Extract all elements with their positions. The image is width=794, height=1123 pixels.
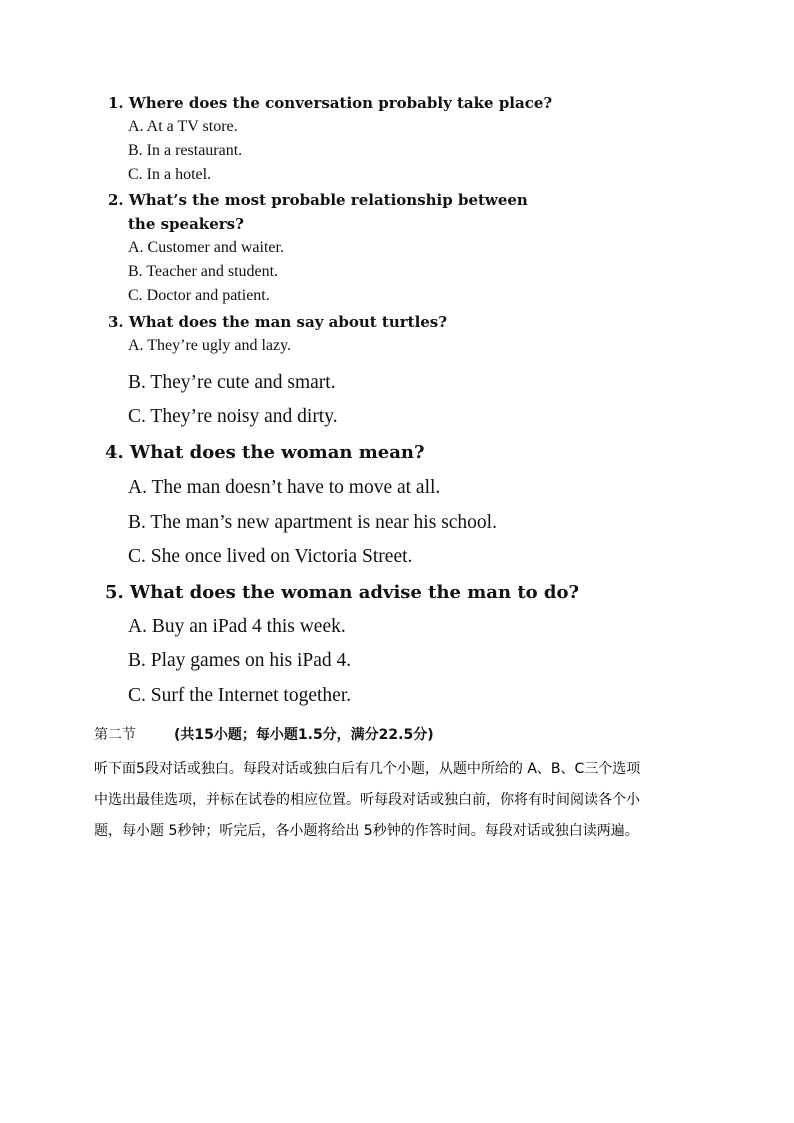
question-1-option-a: A. At a TV store. xyxy=(128,118,238,135)
question-3-stem: 3. What does the man say about turtles? xyxy=(108,313,448,331)
question-2-option-c: C. Doctor and patient. xyxy=(128,287,270,304)
question-1-stem: 1. Where does the conversation probably take place? xyxy=(108,94,553,112)
question-3-option-b: B. They’re cute and smart. xyxy=(128,372,336,393)
section-header xyxy=(94,724,434,744)
question-2-stem-line2: the speakers? xyxy=(128,215,244,233)
question-3-option-c: C. They’re noisy and dirty. xyxy=(128,406,338,427)
question-2-option-a: A. Customer and waiter. xyxy=(128,239,284,256)
question-4-option-a: A. The man doesn’t have to move at all. xyxy=(128,477,441,498)
question-4-option-c: C. She once lived on Victoria Street. xyxy=(128,546,413,567)
section-instructions-line3: 题，每小题 5秒钟；听完后，各小题将给出 5秒钟的作答时间。每段对话或独白读两遍。 xyxy=(94,823,639,839)
section-subtitle: (共15小题；每小题1.5分，满分22.5分) xyxy=(174,727,434,743)
section-instructions-line2: 中选出最佳选项，并标在试卷的相应位置。听每段对话或独白前，你将有时间阅读各个小 xyxy=(94,792,640,808)
question-3-option-a: A. They’re ugly and lazy. xyxy=(128,337,292,354)
question-4-option-b: B. The man’s new apartment is near his school. xyxy=(128,512,497,533)
question-1-option-c: C. In a hotel. xyxy=(128,166,212,183)
section-title: 第二节 xyxy=(94,727,136,743)
question-1-option-b: B. In a restaurant. xyxy=(128,142,243,159)
question-2-option-b: B. Teacher and student. xyxy=(128,263,279,280)
question-2-stem-line1: 2. What’s the most probable relationship between xyxy=(108,191,528,209)
question-5-option-b: B. Play games on his iPad 4. xyxy=(128,650,352,671)
question-5-option-c: C. Surf the Internet together. xyxy=(128,685,352,706)
question-4-stem: 4. What does the woman mean? xyxy=(105,442,425,463)
question-5-stem: 5. What does the woman advise the man to do? xyxy=(105,582,580,603)
question-5-option-a: A. Buy an iPad 4 this week. xyxy=(128,616,346,637)
section-instructions-line1: 听下面5段对话或独白。每段对话或独白后有几个小题，从题中所给的 A、B、C三个选项 xyxy=(94,761,641,777)
